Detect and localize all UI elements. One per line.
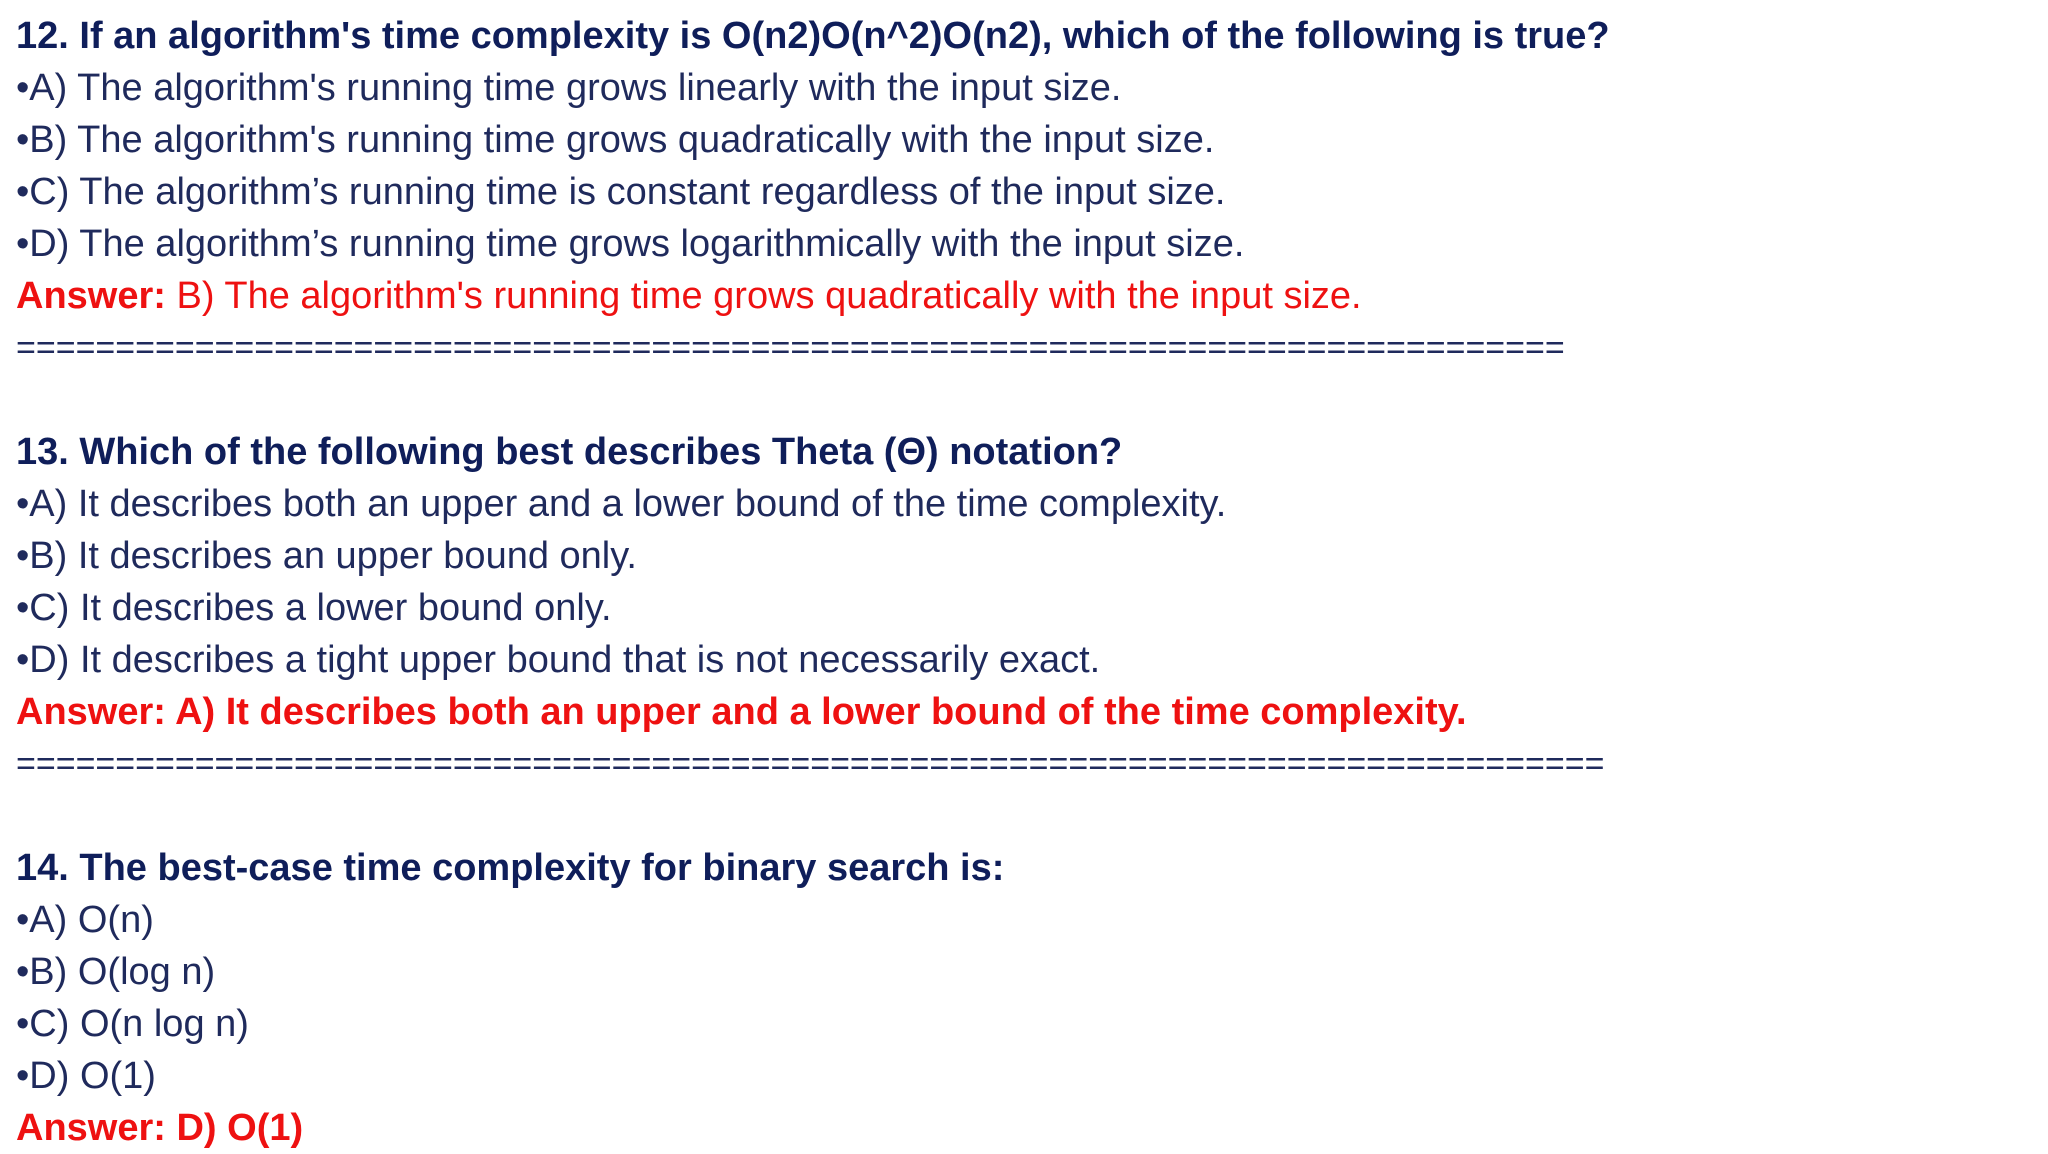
question-12-option-d: •D) The algorithm’s running time grows logarithmically with the input size. xyxy=(16,223,1245,265)
question-14-title: 14. The best-case time complexity for binary search is: xyxy=(16,847,1005,889)
question-14-option-b: •B) O(log n) xyxy=(16,951,216,993)
separator-2: ================================================================================ xyxy=(16,745,1605,783)
question-13-answer-label: Answer: xyxy=(16,691,166,733)
question-13-option-b: •B) It describes an upper bound only. xyxy=(16,535,637,577)
question-12-option-a: •A) The algorithm's running time grows linearly with the input size. xyxy=(16,67,1122,109)
question-13-answer xyxy=(16,686,2032,738)
question-12-option-c: •C) The algorithm’s running time is constant regardless of the input size. xyxy=(16,171,1226,213)
question-14-option-a: •A) O(n) xyxy=(16,899,154,941)
question-14-answer-text: D) O(1) xyxy=(165,1107,304,1149)
question-12-option-b: •B) The algorithm's running time grows quadratically with the input size. xyxy=(16,119,1215,161)
question-14-option-d: •D) O(1) xyxy=(16,1055,156,1097)
question-13-option-a: •A) It describes both an upper and a lower bound of the time complexity. xyxy=(16,483,1227,525)
quiz-page xyxy=(16,10,2032,1154)
question-12-answer xyxy=(16,270,2032,322)
question-12-title: 12. If an algorithm's time complexity is O(n2)O(n^2)O(n2), which of the following is true? xyxy=(16,15,1610,57)
question-14-answer xyxy=(16,1102,2032,1154)
question-13-option-c: •C) It describes a lower bound only. xyxy=(16,587,612,629)
spacer xyxy=(16,790,2032,842)
question-12-answer-text: B) The algorithm's running time grows quadratically with the input size. xyxy=(165,275,1362,317)
question-13-title: 13. Which of the following best describes Theta (Θ) notation? xyxy=(16,431,1123,473)
separator-1: ============================================================================== xyxy=(16,329,1565,367)
spacer xyxy=(16,374,2032,426)
question-14-option-c: •C) O(n log n) xyxy=(16,1003,249,1045)
question-14-answer-label: Answer: xyxy=(16,1107,166,1149)
question-13-option-d: •D) It describes a tight upper bound that is not necessarily exact. xyxy=(16,639,1101,681)
question-12-answer-label: Answer: xyxy=(16,275,166,317)
question-13-answer-text: A) It describes both an upper and a lower bound of the time complexity. xyxy=(165,691,1467,733)
